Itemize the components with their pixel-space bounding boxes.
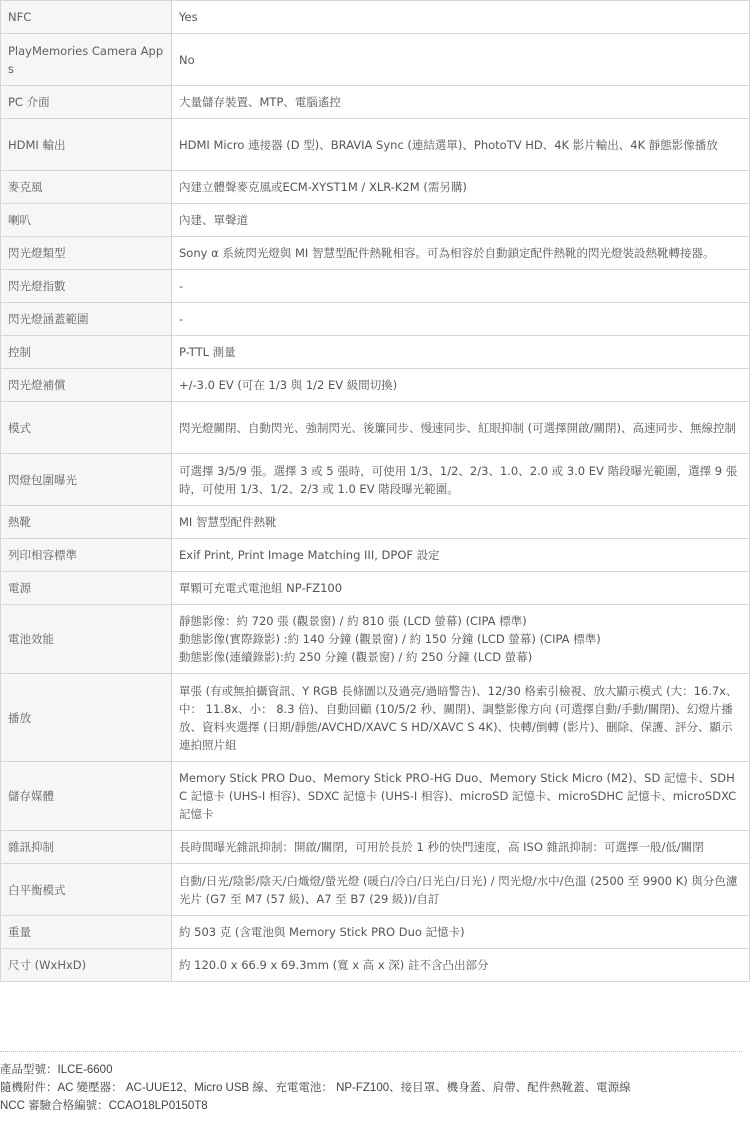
spec-label: 重量 [1, 916, 172, 949]
product-info-footer [0, 1051, 742, 1115]
spec-row [1, 949, 750, 982]
spec-label: PlayMemories Camera Apps [1, 34, 172, 86]
spec-value-line: Yes [179, 10, 198, 24]
spec-label: 雜訊抑制 [1, 831, 172, 864]
spec-value-line: 單張 (有或無拍攝資訊、Y RGB 長條圖以及過亮/過暗警告)、12/30 格索引檢視、放大顯示模式 (大：16.7x、中： 11.8x、小： 8.3 倍)、自動回顧 (10/5/2 秒、關閉)、調整影像方向 (可選擇自動/手動/關閉)、幻燈片播放、資料夾選擇 (日期/靜態/AVCHD/XAVC S HD/XAVC S 4K)、快轉/倒轉 (影片)、刪除、保護、評分、顯示連拍照片組 [179, 683, 738, 752]
spec-row [1, 831, 750, 864]
spec-label: 列印相容標準 [1, 539, 172, 572]
spec-value [172, 864, 750, 916]
spec-row [1, 402, 750, 454]
spec-value-line: HDMI Micro 連接器 (D 型)、BRAVIA Sync (連結選單)、PhotoTV HD、4K 影片輸出、4K 靜態影像播放 [179, 137, 718, 152]
spec-row [1, 916, 750, 949]
spec-value-line: 靜態影像：約 720 張 (觀景窗) / 約 810 張 (LCD 螢幕) (CIPA 標準) [179, 614, 527, 628]
spec-value [172, 831, 750, 864]
spec-value [172, 605, 750, 674]
spec-label: 控制 [1, 336, 172, 369]
spec-value [172, 303, 750, 336]
spec-row [1, 539, 750, 572]
spec-value [172, 34, 750, 86]
spec-value [172, 674, 750, 762]
spec-value [172, 949, 750, 982]
spec-label: 閃燈包圍曝光 [1, 454, 172, 506]
spec-value-line: 長時間曝光雜訊抑制：開啟/關閉，可用於長於 1 秒的快門速度，高 ISO 雜訊抑制：可選擇一般/低/關閉 [179, 840, 704, 854]
spec-value [172, 336, 750, 369]
spec-label: 閃光燈補償 [1, 369, 172, 402]
spec-label: 白平衡模式 [1, 864, 172, 916]
spec-label: 閃光燈指數 [1, 270, 172, 303]
spec-value-line: 約 120.0 x 66.9 x 69.3mm (寬 x 高 x 深) 註不含凸出部分 [179, 958, 489, 972]
spec-label: 閃光燈涵蓋範圍 [1, 303, 172, 336]
spec-label: 電源 [1, 572, 172, 605]
spec-value-line: P-TTL 測量 [179, 345, 236, 359]
spec-value [172, 369, 750, 402]
spec-value-line: 可選擇 3/5/9 張。選擇 3 或 5 張時，可使用 1/3、1/2、2/3、1.0、2.0 或 3.0 EV 階段曝光範圍，選擇 9 張時，可使用 1/3、1/2、2/3 或 1.0 EV 階段曝光範圍。 [179, 463, 738, 496]
spec-value [172, 171, 750, 204]
spec-label: 尺寸 (WxHxD) [1, 949, 172, 982]
spec-value-line: Memory Stick PRO Duo、Memory Stick PRO-HG Duo、Memory Stick Micro (M2)、SD 記憶卡、SDHC 記憶卡 (UHS-I 相容)、SDXC 記憶卡 (UHS-I 相容)、microSD 記憶卡、microSDHC 記憶卡、microSDXC 記憶卡 [179, 771, 737, 821]
spec-value [172, 572, 750, 605]
spec-value [172, 454, 750, 506]
ncc-approval-number: NCC 審驗合格編號：CCAO18LP0150T8 [0, 1100, 208, 1112]
spec-value [172, 237, 750, 270]
spec-value-line: 大量儲存裝置、MTP、電腦遙控 [179, 95, 341, 109]
spec-value-line: MI 智慧型配件熱靴 [179, 515, 277, 529]
spec-value [172, 270, 750, 303]
spec-row [1, 86, 750, 119]
spec-row [1, 572, 750, 605]
spec-value-line: - [179, 312, 184, 326]
spec-label: NFC [1, 1, 172, 34]
spec-label: HDMI 輸出 [1, 119, 172, 171]
spec-row [1, 674, 750, 762]
spec-value-line: No [179, 52, 195, 67]
spec-label: 播放 [1, 674, 172, 762]
spec-row [1, 204, 750, 237]
spec-value-line: +/-3.0 EV (可在 1/3 與 1/2 EV 級間切換) [179, 378, 398, 392]
spec-value [172, 119, 750, 171]
spec-value-line: 單顆可充電式電池組 NP-FZ100 [179, 581, 343, 595]
spec-row [1, 171, 750, 204]
spec-value-line: 閃光燈關閉、自動閃光、強制閃光、後簾同步、慢速同步、紅眼抑制 (可選擇開啟/關閉)、高速同步、無線控制 [179, 420, 736, 435]
spec-value [172, 204, 750, 237]
spec-row [1, 336, 750, 369]
spec-row [1, 762, 750, 831]
spec-value [172, 86, 750, 119]
spec-value-line: 動態影像(連續錄影):約 250 分鐘 (觀景窗) / 約 250 分鐘 (LCD 螢幕) [179, 650, 533, 664]
spec-value [172, 1, 750, 34]
spec-label: 熱靴 [1, 506, 172, 539]
spec-label: 儲存媒體 [1, 762, 172, 831]
spec-value-line: 自動/日光/陰影/陰天/白熾燈/螢光燈 (暖白/冷白/日光白/日光) / 閃光燈/水中/色溫 (2500 至 9900 K) 與分色濾光片 (G7 至 M7 (57 級)、A7 至 B7 (29 級))/自訂 [179, 873, 738, 906]
spec-row [1, 119, 750, 171]
spec-value [172, 762, 750, 831]
spec-row [1, 237, 750, 270]
spec-value-line: 動態影像(實際錄影) :約 140 分鐘 (觀景窗) / 約 150 分鐘 (LCD 螢幕) (CIPA 標準) [179, 632, 601, 646]
spec-row [1, 270, 750, 303]
spec-value-line: - [179, 279, 184, 293]
spec-row [1, 1, 750, 34]
spec-row [1, 303, 750, 336]
spec-label: 電池效能 [1, 605, 172, 674]
spec-row [1, 605, 750, 674]
spec-value [172, 402, 750, 454]
spec-value-line: 內建、單聲道 [179, 213, 248, 227]
spec-label: 麥克風 [1, 171, 172, 204]
spec-label: 閃光燈類型 [1, 237, 172, 270]
spec-row [1, 864, 750, 916]
spec-row [1, 454, 750, 506]
spec-row [1, 506, 750, 539]
spec-label: 模式 [1, 402, 172, 454]
product-model: 產品型號：ILCE-6600 [0, 1064, 113, 1076]
spec-label: PC 介面 [1, 86, 172, 119]
spec-row [1, 369, 750, 402]
spec-value [172, 539, 750, 572]
spec-value [172, 916, 750, 949]
included-accessories: 隨機附件：AC 變壓器： AC-UUE12、Micro USB 線、充電電池： NP-FZ100、接目罩、機身蓋、肩帶、配件熱靴蓋、電源線 [0, 1082, 631, 1094]
spec-row [1, 34, 750, 86]
spec-table-body [1, 1, 750, 982]
spec-value-line: 約 503 克 (含電池與 Memory Stick PRO Duo 記憶卡) [179, 925, 465, 939]
spec-value-line: Exif Print, Print Image Matching III, DPOF 設定 [179, 548, 440, 562]
spec-label: 喇叭 [1, 204, 172, 237]
spec-value-line: 內建立體聲麥克風或ECM-XYST1M / XLR-K2M (需另購) [179, 180, 467, 194]
spec-value [172, 506, 750, 539]
spec-value-line: Sony α 系統閃光燈與 MI 智慧型配件熱靴相容。可為相容於自動鎖定配件熱靴的閃光燈裝設熱靴轉接器。 [179, 246, 715, 260]
